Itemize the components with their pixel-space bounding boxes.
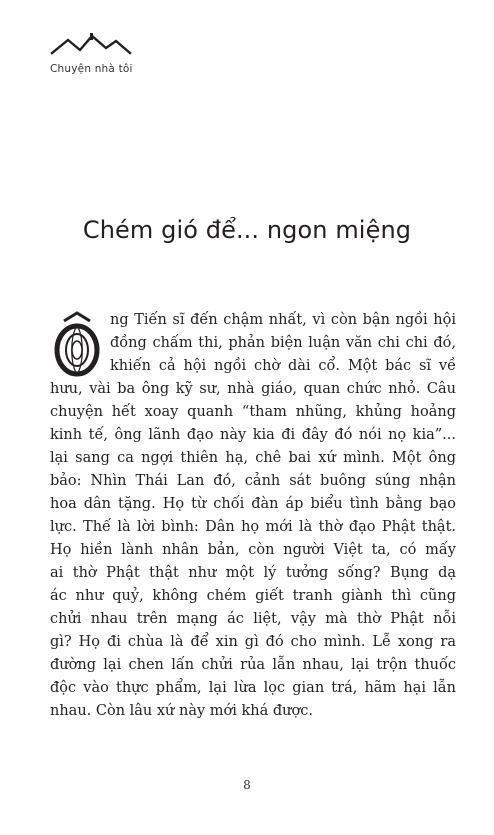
- brand-name: Chuyện nhà tôi: [50, 63, 133, 75]
- dropcap: [50, 311, 104, 377]
- page-number: 8: [243, 778, 251, 792]
- paragraph-line: hưu, vài ba ông kỹ sư, nhà giáo, quan chức nhỏ. Câu: [50, 381, 456, 397]
- paragraph-line: ng Tiến sĩ đến chậm nhất, vì còn bận ngồi hội: [110, 312, 456, 328]
- paragraph-line: ác như quỷ, không chém giết tranh giành thì cũng: [50, 588, 456, 604]
- paragraph-line: lực. Thế là lời bình: Dân họ mới là thờ đạo Phật thật.: [50, 519, 456, 535]
- paragraph-line: gì? Họ đi chùa là để xin gì đó cho mình. Lễ xong ra: [50, 634, 456, 650]
- paragraph-line: chuyện hết xoay quanh “tham nhũng, khủng hoảng: [50, 404, 456, 420]
- dropcap-letter-o-circumflex: [50, 311, 104, 377]
- chapter-title: Chém gió để... ngon miệng: [82, 216, 412, 244]
- paragraph-line: bảo: Nhìn Thái Lan đó, cảnh sát buông súng nhận: [50, 473, 456, 489]
- paragraph-line: khiến cả hội ngồi chờ dài cổ. Một bác sĩ về: [110, 358, 456, 374]
- paragraph-line: độc vào thực phẩm, lại lừa lọc gian trá, hãm hại lẫn: [50, 680, 456, 696]
- paragraph-line: đồng chấm thi, phản biện luận văn chi chi đó,: [110, 335, 456, 351]
- header-logo: [48, 28, 138, 58]
- paragraph-line: lại sang ca ngợi thiên hạ, chê bai xứ mình. Một ông: [50, 450, 456, 466]
- paragraph-line: ai thờ Phật thật như một lý tưởng sống? Bụng dạ: [50, 565, 456, 581]
- paragraph-line: chửi nhau trên mạng ác liệt, vậy mà thờ Phật nỗi: [50, 611, 456, 627]
- paragraph-line: Họ hiền lành nhân bản, còn người Việt ta, có mấy: [50, 542, 456, 558]
- paragraph-line: nhau. Còn lâu xứ này mới khá được.: [50, 703, 313, 719]
- houses-roof-icon: [48, 28, 132, 58]
- paragraph-line: hoa dân tặng. Họ từ chối đàn áp biểu tình bằng bạo: [50, 496, 456, 512]
- chapter-body: [50, 309, 456, 723]
- paragraph-line: kinh tế, ông lãnh đạo này kia đi đây đó nói nọ kia”...: [50, 427, 456, 443]
- paragraph-line: đường lại chen lấn chửi rủa lẫn nhau, lại trộn thuốc: [50, 657, 456, 673]
